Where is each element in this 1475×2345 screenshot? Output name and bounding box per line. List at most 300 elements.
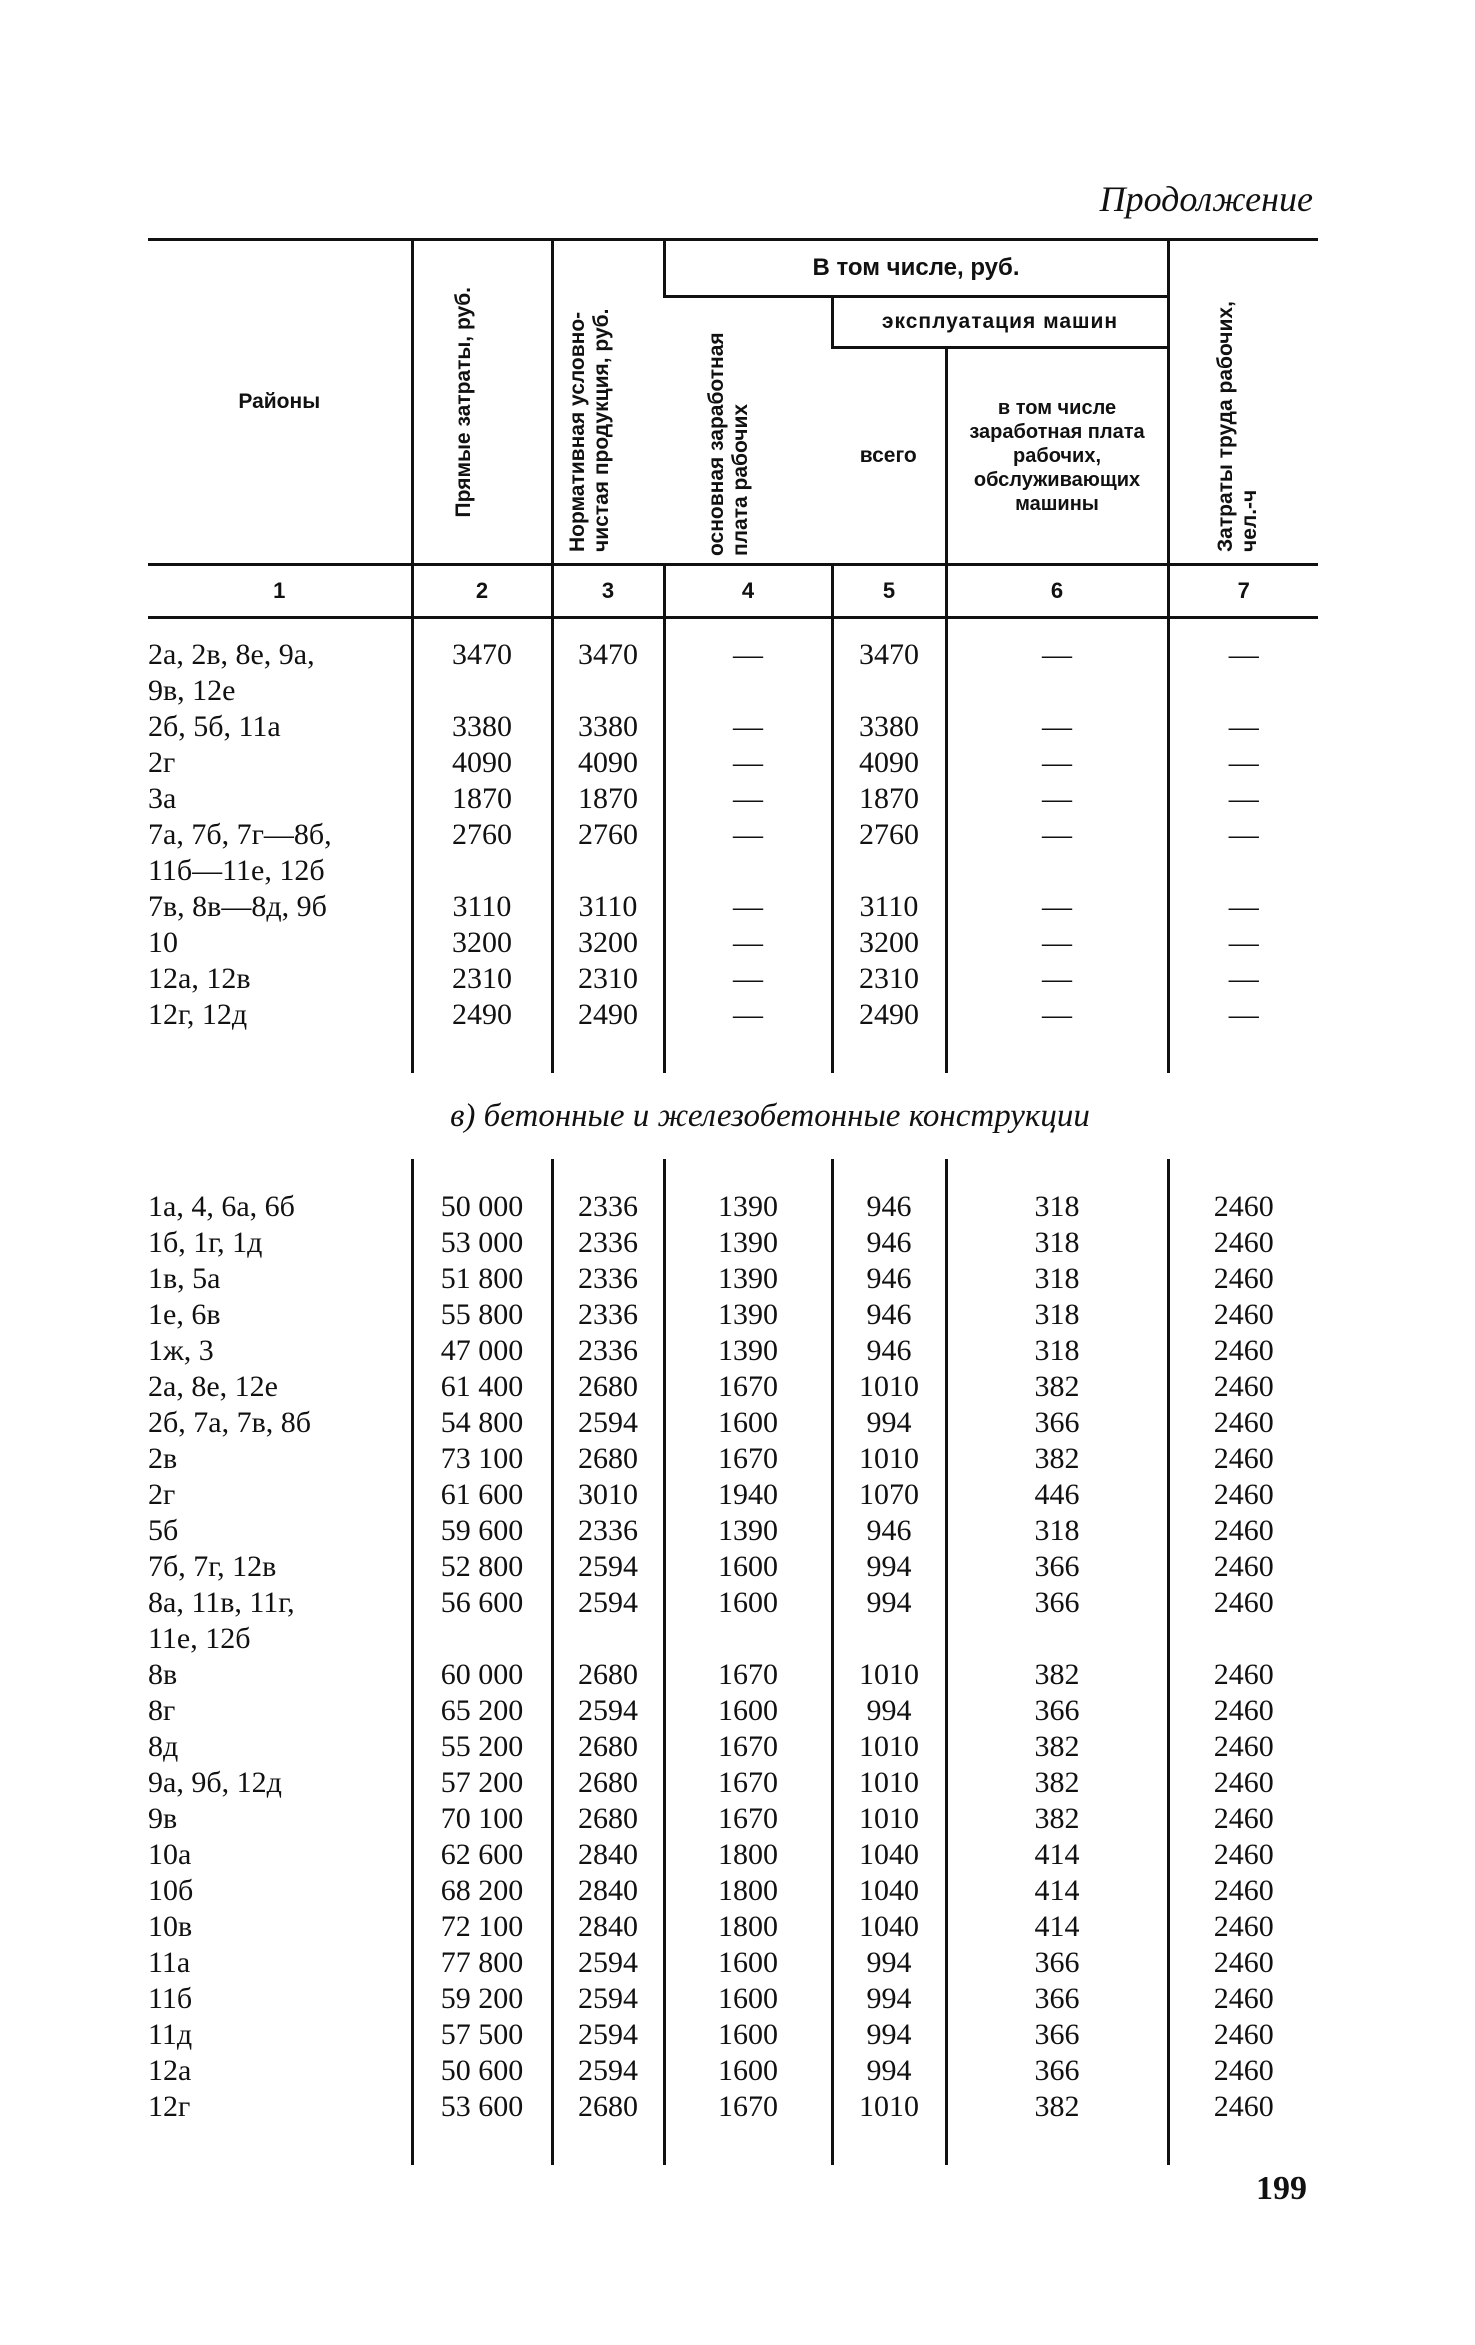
value-cell-col-3: 2594 [552, 2053, 664, 2089]
table-row [148, 1621, 1318, 1657]
table-row [148, 997, 1318, 1033]
table-row [148, 1549, 1318, 1585]
table-row [148, 2017, 1318, 2053]
value-cell-col-4: 1600 [664, 2053, 832, 2089]
table-row [148, 1297, 1318, 1333]
value-cell-col-5: 946 [832, 1225, 946, 1261]
value-cell-col-3: 2840 [552, 1873, 664, 1909]
value-cell-col-3: 2840 [552, 1837, 664, 1873]
value-cell-col-2: 60 000 [412, 1657, 552, 1693]
value-cell-col-6: 366 [946, 1945, 1168, 1981]
value-cell-col-4: — [664, 637, 832, 673]
table-row [148, 1801, 1318, 1837]
value-cell-col-5: 3470 [832, 637, 946, 673]
header-direct-costs [412, 240, 552, 565]
value-cell-col-3: 3010 [552, 1477, 664, 1513]
column-number-row [148, 565, 1318, 618]
table-row [148, 1261, 1318, 1297]
value-cell-col-3: 2840 [552, 1909, 664, 1945]
value-cell-col-7: — [1168, 745, 1318, 781]
district-cell: 8г [148, 1694, 176, 1727]
table-row [148, 1945, 1318, 1981]
table-row [148, 1585, 1318, 1621]
value-cell-col-7: 2460 [1168, 1477, 1318, 1513]
district-cell: 2б, 7а, 7в, 8б [148, 1406, 312, 1439]
header-districts-label: Районы [238, 390, 321, 413]
value-cell-col-7: 2460 [1168, 1549, 1318, 1585]
value-cell-col-6: — [946, 925, 1168, 961]
value-cell-col-5 [832, 1621, 946, 1657]
value-cell-col-2 [412, 1621, 552, 1657]
value-cell-col-2: 55 800 [412, 1297, 552, 1333]
value-cell-col-3 [552, 1621, 664, 1657]
value-cell-col-3: 2490 [552, 997, 664, 1033]
table-row [148, 2089, 1318, 2125]
value-cell-col-7: — [1168, 889, 1318, 925]
value-cell-col-4: 1670 [664, 1765, 832, 1801]
value-cell-col-4: 1670 [664, 1441, 832, 1477]
section-a-body [148, 618, 1318, 1074]
value-cell-col-7: 2460 [1168, 1765, 1318, 1801]
value-cell-col-2: 50 600 [412, 2053, 552, 2089]
value-cell-col-2: 72 100 [412, 1909, 552, 1945]
value-cell-col-2: 68 200 [412, 1873, 552, 1909]
value-cell-col-6: — [946, 817, 1168, 853]
table-row [148, 1441, 1318, 1477]
value-cell-col-5: 1040 [832, 1909, 946, 1945]
page-number: 199 [1256, 2170, 1307, 2207]
value-cell-col-6: 382 [946, 1369, 1168, 1405]
table-row [148, 1189, 1318, 1225]
value-cell-col-4: 1670 [664, 1657, 832, 1693]
value-cell-col-2: 3380 [412, 709, 552, 745]
value-cell-col-4: 1670 [664, 1729, 832, 1765]
value-cell-col-2: 4090 [412, 745, 552, 781]
value-cell-col-6: 366 [946, 1549, 1168, 1585]
value-cell-col-4: — [664, 889, 832, 925]
table-row [148, 745, 1318, 781]
column-number-2: 2 [412, 565, 552, 618]
value-cell-col-3: 2336 [552, 1297, 664, 1333]
district-cell: 11б—11е, 12б [148, 854, 325, 887]
value-cell-col-6: 366 [946, 1405, 1168, 1441]
district-cell: 7а, 7б, 7г—8б, [148, 818, 332, 851]
value-cell-col-3: 2594 [552, 1405, 664, 1441]
district-cell: 9а, 9б, 12д [148, 1766, 282, 1799]
value-cell-col-6: 366 [946, 1981, 1168, 2017]
value-cell-col-3: 2680 [552, 1369, 664, 1405]
value-cell-col-4: 1670 [664, 1801, 832, 1837]
value-cell-col-4 [664, 673, 832, 709]
value-cell-col-5: 994 [832, 2017, 946, 2053]
district-cell: 10б [148, 1874, 194, 1907]
district-cell: 2г [148, 746, 176, 779]
district-cell: 11а [148, 1946, 191, 1979]
value-cell-col-2: 52 800 [412, 1549, 552, 1585]
district-cell: 9в [148, 1802, 178, 1835]
value-cell-col-2 [412, 673, 552, 709]
value-cell-col-7: 2460 [1168, 1261, 1318, 1297]
value-cell-col-3: 2594 [552, 1549, 664, 1585]
value-cell-col-5: 2490 [832, 997, 946, 1033]
table-row [148, 925, 1318, 961]
table-row [148, 1981, 1318, 2017]
district-cell: 5б [148, 1514, 179, 1547]
value-cell-col-5: 1870 [832, 781, 946, 817]
table-row [148, 889, 1318, 925]
header-labor-costs [1168, 240, 1318, 565]
value-cell-col-3: 2594 [552, 1585, 664, 1621]
value-cell-col-6: 414 [946, 1837, 1168, 1873]
value-cell-col-7: 2460 [1168, 1693, 1318, 1729]
value-cell-col-4: 1600 [664, 1585, 832, 1621]
value-cell-col-4: — [664, 961, 832, 997]
value-cell-col-7: — [1168, 997, 1318, 1033]
value-cell-col-3 [552, 853, 664, 889]
table-row [148, 1693, 1318, 1729]
value-cell-col-3: 2336 [552, 1189, 664, 1225]
value-cell-col-2: 1870 [412, 781, 552, 817]
district-cell: 2г [148, 1478, 176, 1511]
value-cell-col-7: 2460 [1168, 1369, 1318, 1405]
value-cell-col-7: 2460 [1168, 2053, 1318, 2089]
value-cell-col-5: 946 [832, 1513, 946, 1549]
value-cell-col-3: 2336 [552, 1261, 664, 1297]
value-cell-col-5: 946 [832, 1333, 946, 1369]
district-cell: 2в [148, 1442, 178, 1475]
district-cell: 8д [148, 1730, 179, 1763]
table-row [148, 1729, 1318, 1765]
value-cell-col-7: — [1168, 637, 1318, 673]
value-cell-col-5: 994 [832, 1981, 946, 2017]
value-cell-col-2: 3110 [412, 889, 552, 925]
header-total-label: всего [859, 444, 917, 467]
table-row [148, 1909, 1318, 1945]
data-table [148, 238, 1318, 2165]
value-cell-col-3 [552, 673, 664, 709]
header-normative-output-label: Нормативная условно-чистая продукция, руб. [566, 308, 614, 552]
value-cell-col-5: 1010 [832, 1765, 946, 1801]
table-row [148, 853, 1318, 889]
value-cell-col-3: 2336 [552, 1225, 664, 1261]
value-cell-col-3: 1870 [552, 781, 664, 817]
header-total [832, 348, 946, 565]
district-cell: 12г, 12д [148, 998, 248, 1031]
value-cell-col-4: 1390 [664, 1513, 832, 1549]
value-cell-col-3: 3380 [552, 709, 664, 745]
value-cell-col-7: 2460 [1168, 1729, 1318, 1765]
value-cell-col-3: 2336 [552, 1513, 664, 1549]
table-row [148, 1657, 1318, 1693]
value-cell-col-6: 318 [946, 1261, 1168, 1297]
value-cell-col-7: — [1168, 817, 1318, 853]
value-cell-col-4: — [664, 925, 832, 961]
district-cell: 1е, 6в [148, 1298, 221, 1331]
value-cell-col-3: 2310 [552, 961, 664, 997]
value-cell-col-5: 1070 [832, 1477, 946, 1513]
value-cell-col-3: 2594 [552, 1981, 664, 2017]
value-cell-col-6: 414 [946, 1873, 1168, 1909]
value-cell-col-4 [664, 853, 832, 889]
section-b-body [148, 1159, 1318, 2165]
value-cell-col-4: 1800 [664, 1873, 832, 1909]
value-cell-col-3: 2594 [552, 1693, 664, 1729]
value-cell-col-7: 2460 [1168, 1657, 1318, 1693]
district-cell: 2а, 2в, 8е, 9а, [148, 638, 315, 671]
value-cell-col-5: 1010 [832, 1657, 946, 1693]
value-cell-col-4: — [664, 745, 832, 781]
value-cell-col-4: 1600 [664, 1693, 832, 1729]
value-cell-col-4: 1800 [664, 1837, 832, 1873]
value-cell-col-6: — [946, 709, 1168, 745]
district-cell: 11е, 12б [148, 1622, 251, 1655]
table-row [148, 637, 1318, 673]
value-cell-col-7: — [1168, 709, 1318, 745]
table-row [148, 1513, 1318, 1549]
value-cell-col-4: — [664, 781, 832, 817]
value-cell-col-7 [1168, 1621, 1318, 1657]
value-cell-col-2: 53 000 [412, 1225, 552, 1261]
value-cell-col-2: 2490 [412, 997, 552, 1033]
value-cell-col-3: 4090 [552, 745, 664, 781]
value-cell-col-4: 1390 [664, 1189, 832, 1225]
district-cell: 10 [148, 926, 178, 959]
section-b-title-cell [148, 1073, 1318, 1159]
district-cell: 1б, 1г, 1д [148, 1226, 263, 1259]
value-cell-col-7: — [1168, 781, 1318, 817]
table-row [148, 1333, 1318, 1369]
value-cell-col-2: 47 000 [412, 1333, 552, 1369]
value-cell-col-3: 2336 [552, 1333, 664, 1369]
district-cell: 10а [148, 1838, 192, 1871]
value-cell-col-5: 994 [832, 1585, 946, 1621]
table-row [148, 1477, 1318, 1513]
value-cell-col-5: 4090 [832, 745, 946, 781]
district-cell: 10в [148, 1910, 193, 1943]
value-cell-col-2: 54 800 [412, 1405, 552, 1441]
district-cell: 1в, 5а [148, 1262, 221, 1295]
continued-label: Продолжение [1099, 179, 1313, 219]
header-labor-costs-label: Затраты труда рабочих, чел.-ч [1213, 301, 1261, 552]
value-cell-col-2: 3200 [412, 925, 552, 961]
value-cell-col-6: 382 [946, 1441, 1168, 1477]
district-cell: 12а [148, 2054, 192, 2087]
value-cell-col-2: 73 100 [412, 1441, 552, 1477]
value-cell-col-6: 382 [946, 2089, 1168, 2125]
value-cell-col-4: — [664, 709, 832, 745]
value-cell-col-4: 1390 [664, 1261, 832, 1297]
value-cell-col-6: 318 [946, 1189, 1168, 1225]
column-number-7: 7 [1168, 565, 1318, 618]
value-cell-col-7 [1168, 853, 1318, 889]
value-cell-col-7: — [1168, 925, 1318, 961]
value-cell-col-4: 1670 [664, 1369, 832, 1405]
value-cell-col-3: 2594 [552, 1945, 664, 1981]
table-row [148, 1369, 1318, 1405]
value-cell-col-6: — [946, 781, 1168, 817]
value-cell-col-7: 2460 [1168, 1873, 1318, 1909]
value-cell-col-7: 2460 [1168, 1333, 1318, 1369]
value-cell-col-2: 51 800 [412, 1261, 552, 1297]
value-cell-col-5: 1010 [832, 1801, 946, 1837]
value-cell-col-3: 2680 [552, 1729, 664, 1765]
value-cell-col-6: 318 [946, 1333, 1168, 1369]
value-cell-col-7: 2460 [1168, 1513, 1318, 1549]
value-cell-col-2: 2310 [412, 961, 552, 997]
table-row [148, 961, 1318, 997]
value-cell-col-5: 946 [832, 1297, 946, 1333]
value-cell-col-5: 2760 [832, 817, 946, 853]
district-cell: 11б [148, 1982, 193, 2015]
value-cell-col-4: — [664, 817, 832, 853]
value-cell-col-2: 77 800 [412, 1945, 552, 1981]
value-cell-col-5: 3110 [832, 889, 946, 925]
value-cell-col-2: 2760 [412, 817, 552, 853]
value-cell-col-4: 1390 [664, 1297, 832, 1333]
value-cell-col-2 [412, 853, 552, 889]
value-cell-col-4: 1670 [664, 2089, 832, 2125]
header-including-group: В том числе, руб. [664, 240, 1168, 297]
value-cell-col-6: — [946, 745, 1168, 781]
district-cell: 7б, 7г, 12в [148, 1550, 277, 1583]
column-number-1: 1 [148, 565, 412, 618]
value-cell-col-6: 446 [946, 1477, 1168, 1513]
header-machine-operation: эксплуатация машин [832, 297, 1168, 348]
value-cell-col-4: 1600 [664, 1549, 832, 1585]
value-cell-col-6 [946, 673, 1168, 709]
value-cell-col-4: 1600 [664, 1981, 832, 2017]
value-cell-col-6: 382 [946, 1657, 1168, 1693]
value-cell-col-6 [946, 1621, 1168, 1657]
value-cell-col-3: 3110 [552, 889, 664, 925]
value-cell-col-4: 1600 [664, 1945, 832, 1981]
table-row [148, 1225, 1318, 1261]
value-cell-col-6 [946, 853, 1168, 889]
header-direct-costs-label: Прямые затраты, руб. [452, 286, 475, 518]
value-cell-col-6: — [946, 961, 1168, 997]
value-cell-col-6: 366 [946, 1585, 1168, 1621]
value-cell-col-3: 2760 [552, 817, 664, 853]
value-cell-col-7: 2460 [1168, 2089, 1318, 2125]
value-cell-col-7: 2460 [1168, 2017, 1318, 2053]
table-row [148, 709, 1318, 745]
value-cell-col-7: 2460 [1168, 1225, 1318, 1261]
value-cell-col-6: 318 [946, 1513, 1168, 1549]
value-cell-col-2: 61 400 [412, 1369, 552, 1405]
table-row [148, 1837, 1318, 1873]
district-cell: 12а, 12в [148, 962, 251, 995]
value-cell-col-4: 1600 [664, 1405, 832, 1441]
value-cell-col-6: — [946, 997, 1168, 1033]
value-cell-col-5: 994 [832, 1693, 946, 1729]
section-b-title: в) бетонные и железобетонные конструкции [450, 1098, 1090, 1134]
district-cell: 2б, 5б, 11а [148, 710, 281, 743]
district-cell: 1а, 4, 6а, 6б [148, 1190, 295, 1223]
value-cell-col-2: 56 600 [412, 1585, 552, 1621]
header-base-wages [664, 297, 832, 565]
value-cell-col-7: 2460 [1168, 1189, 1318, 1225]
district-cell: 3а [148, 782, 177, 815]
value-cell-col-7: 2460 [1168, 1837, 1318, 1873]
value-cell-col-4: 1600 [664, 2017, 832, 2053]
value-cell-col-3: 2680 [552, 1657, 664, 1693]
value-cell-col-2: 61 600 [412, 1477, 552, 1513]
value-cell-col-6: 318 [946, 1225, 1168, 1261]
table-row [148, 2053, 1318, 2089]
value-cell-col-2: 59 200 [412, 1981, 552, 2017]
value-cell-col-5: 994 [832, 1945, 946, 1981]
value-cell-col-2: 55 200 [412, 1729, 552, 1765]
value-cell-col-3: 2680 [552, 1801, 664, 1837]
value-cell-col-5: 1010 [832, 2089, 946, 2125]
value-cell-col-2: 57 200 [412, 1765, 552, 1801]
value-cell-col-6: 414 [946, 1909, 1168, 1945]
value-cell-col-2: 50 000 [412, 1189, 552, 1225]
header-normative-output [552, 240, 664, 565]
value-cell-col-3: 2680 [552, 1441, 664, 1477]
value-cell-col-5: 946 [832, 1189, 946, 1225]
district-cell: 8а, 11в, 11г, [148, 1586, 295, 1619]
value-cell-col-4 [664, 1621, 832, 1657]
value-cell-col-7: 2460 [1168, 1585, 1318, 1621]
value-cell-col-6: 318 [946, 1297, 1168, 1333]
district-cell: 12г [148, 2090, 191, 2123]
value-cell-col-3: 2680 [552, 2089, 664, 2125]
value-cell-col-6: 366 [946, 1693, 1168, 1729]
header-districts [148, 240, 412, 565]
district-cell: 7в, 8в—8д, 9б [148, 890, 327, 923]
header-machine-wages [946, 348, 1168, 565]
value-cell-col-4: 1800 [664, 1909, 832, 1945]
value-cell-col-5: 1040 [832, 1837, 946, 1873]
table-row [148, 781, 1318, 817]
value-cell-col-2: 3470 [412, 637, 552, 673]
value-cell-col-5: 994 [832, 1405, 946, 1441]
value-cell-col-7: 2460 [1168, 1801, 1318, 1837]
value-cell-col-7: 2460 [1168, 1297, 1318, 1333]
value-cell-col-6: 382 [946, 1765, 1168, 1801]
value-cell-col-5 [832, 673, 946, 709]
value-cell-col-4: 1390 [664, 1333, 832, 1369]
column-number-4: 4 [664, 565, 832, 618]
table-row [148, 1873, 1318, 1909]
value-cell-col-5: 3200 [832, 925, 946, 961]
value-cell-col-4: 1940 [664, 1477, 832, 1513]
value-cell-col-5: 1010 [832, 1369, 946, 1405]
value-cell-col-2: 62 600 [412, 1837, 552, 1873]
value-cell-col-5: 3380 [832, 709, 946, 745]
value-cell-col-6: 382 [946, 1801, 1168, 1837]
value-cell-col-6: 382 [946, 1729, 1168, 1765]
table-row [148, 1765, 1318, 1801]
value-cell-col-6: 366 [946, 2053, 1168, 2089]
table-row [148, 1405, 1318, 1441]
header-base-wages-label: основная заработная плата рабочих [705, 331, 753, 556]
table-header [148, 240, 1318, 618]
district-cell: 1ж, 3 [148, 1334, 214, 1367]
value-cell-col-6: — [946, 889, 1168, 925]
value-cell-col-5 [832, 853, 946, 889]
value-cell-col-6: — [946, 637, 1168, 673]
value-cell-col-5: 1040 [832, 1873, 946, 1909]
value-cell-col-2: 53 600 [412, 2089, 552, 2125]
value-cell-col-2: 65 200 [412, 1693, 552, 1729]
district-cell: 2а, 8е, 12е [148, 1370, 278, 1403]
value-cell-col-5: 994 [832, 2053, 946, 2089]
table-row [148, 673, 1318, 709]
data-table-container [148, 238, 1318, 2165]
column-number-6: 6 [946, 565, 1168, 618]
